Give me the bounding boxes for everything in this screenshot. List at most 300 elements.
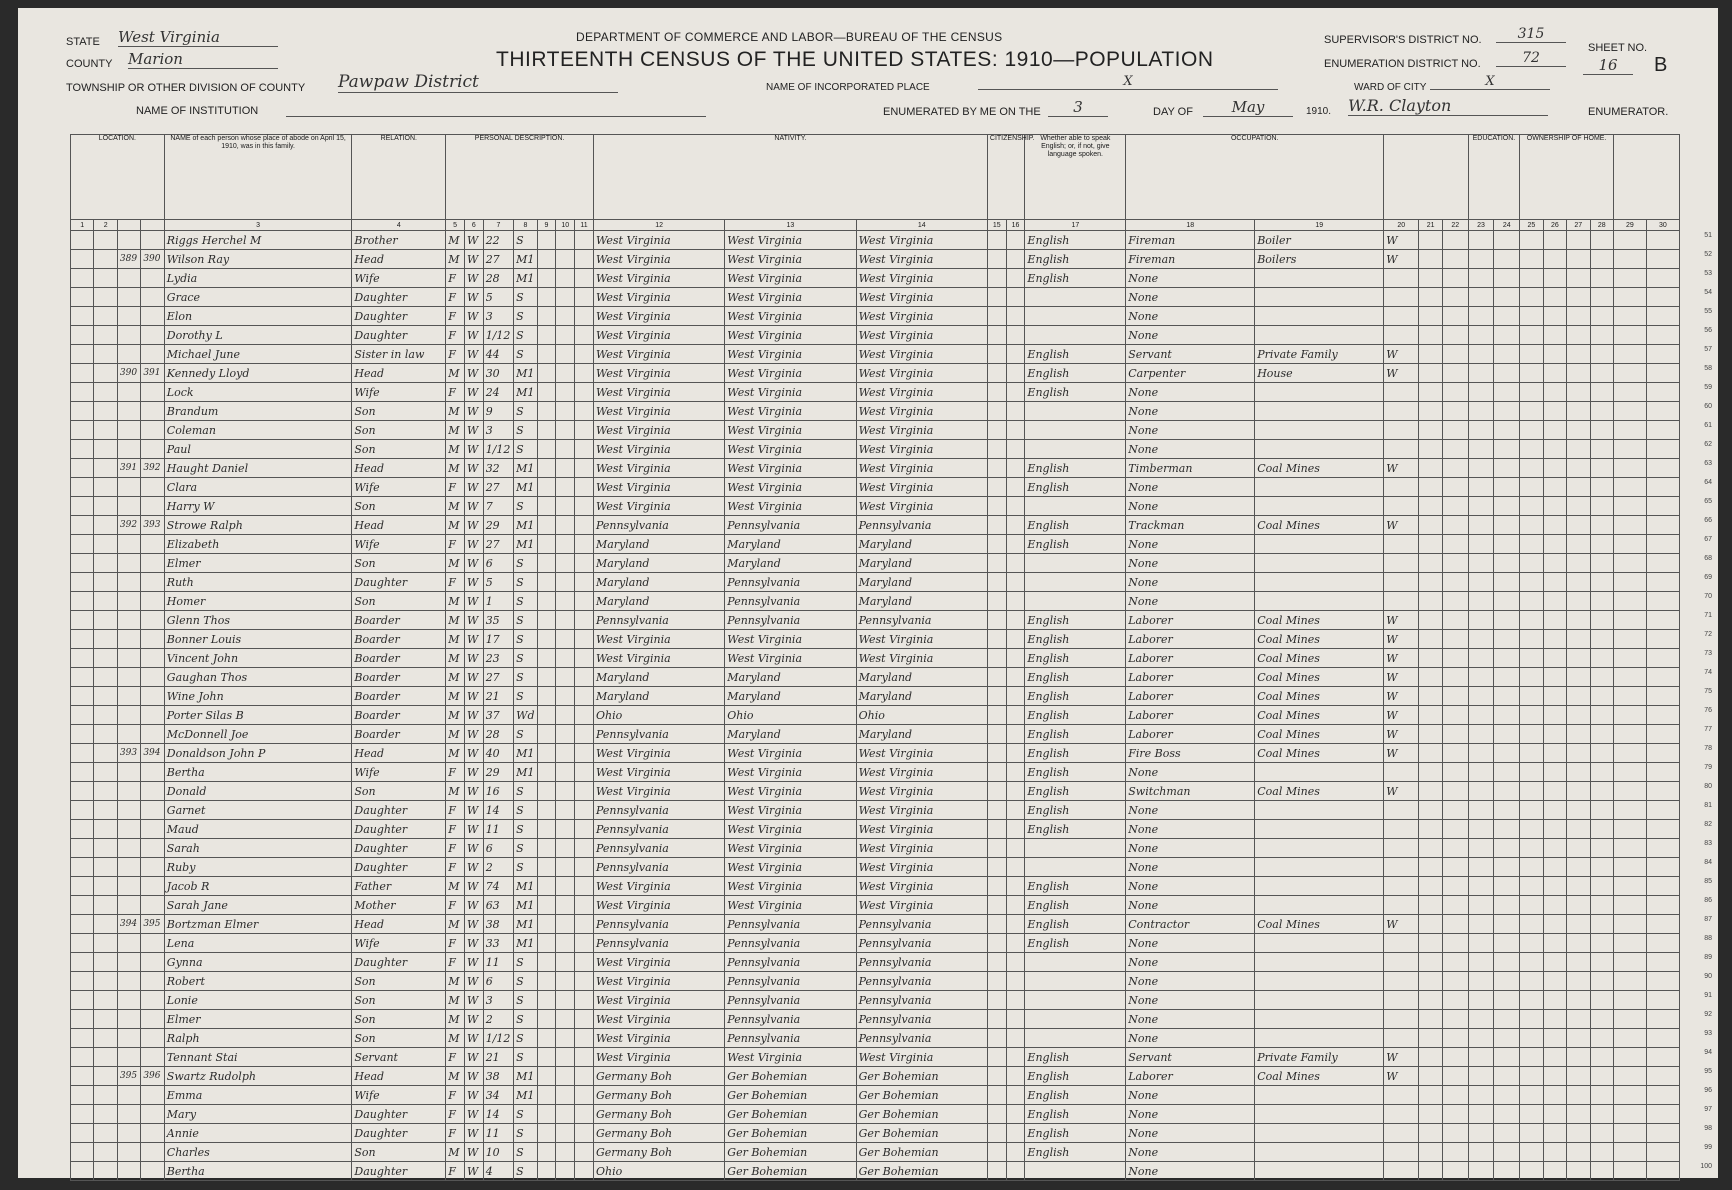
enumeration-label: ENUMERATION DISTRICT NO. — [1324, 58, 1481, 70]
father-birthplace: Pennsylvania — [725, 972, 856, 991]
mother-birthplace: West Virginia — [856, 839, 987, 858]
empty-cell — [1520, 1105, 1543, 1124]
empty-cell — [1442, 744, 1468, 763]
person-name: Dorothy L — [164, 326, 352, 345]
empty-cell — [1494, 991, 1520, 1010]
empty-cell — [1646, 516, 1679, 535]
race: W — [464, 801, 483, 820]
marital-status: S — [514, 592, 537, 611]
family-number — [141, 307, 164, 326]
line-number: 51 — [1704, 232, 1712, 239]
empty-cell — [1006, 991, 1025, 1010]
relation: Daughter — [352, 573, 446, 592]
column-number: 16 — [1006, 220, 1025, 231]
census-row — [71, 934, 1680, 953]
empty-cell — [1419, 858, 1442, 877]
col-ownership: OWNERSHIP OF HOME. — [1520, 135, 1614, 220]
line-number: 63 — [1704, 460, 1712, 467]
line-cell — [71, 915, 94, 934]
line-cell — [71, 421, 94, 440]
state-value: West Virginia — [118, 28, 278, 47]
empty-cell — [1590, 611, 1614, 630]
empty-cell — [1567, 1143, 1590, 1162]
empty-cell — [1468, 516, 1494, 535]
marital-status: S — [514, 972, 537, 991]
empty-cell — [537, 877, 556, 896]
empty-cell — [1468, 383, 1494, 402]
census-row — [71, 497, 1680, 516]
race: W — [464, 478, 483, 497]
person-name: Bortzman Elmer — [164, 915, 352, 934]
empty-cell — [1442, 1067, 1468, 1086]
employer-status: W — [1384, 706, 1419, 725]
empty-cell — [556, 1029, 575, 1048]
empty-cell — [575, 250, 594, 269]
empty-cell — [1614, 440, 1647, 459]
line-cell — [71, 858, 94, 877]
age: 1/12 — [483, 326, 513, 345]
empty-cell — [1567, 1162, 1590, 1181]
empty-cell — [1468, 877, 1494, 896]
house-cell — [94, 1124, 117, 1143]
age: 27 — [483, 250, 513, 269]
line-number: 75 — [1704, 688, 1712, 695]
line-cell — [71, 668, 94, 687]
employer-status: W — [1384, 459, 1419, 478]
house-cell — [94, 687, 117, 706]
empty-cell — [1590, 516, 1614, 535]
dwelling-number — [117, 649, 140, 668]
empty-cell — [1646, 839, 1679, 858]
census-row — [71, 1105, 1680, 1124]
empty-cell — [1567, 611, 1590, 630]
birthplace: West Virginia — [593, 744, 724, 763]
industry — [1255, 326, 1384, 345]
industry — [1255, 402, 1384, 421]
empty-cell — [556, 839, 575, 858]
birthplace: West Virginia — [593, 250, 724, 269]
empty-cell — [556, 402, 575, 421]
sex: F — [446, 763, 465, 782]
birthplace: West Virginia — [593, 782, 724, 801]
father-birthplace: West Virginia — [725, 630, 856, 649]
dwelling-number — [117, 630, 140, 649]
empty-cell — [1567, 877, 1590, 896]
empty-cell — [1442, 991, 1468, 1010]
township-value: Pawpaw District — [338, 72, 618, 93]
empty-cell — [987, 554, 1006, 573]
language: English — [1025, 649, 1126, 668]
marital-status: M1 — [514, 763, 537, 782]
industry — [1255, 801, 1384, 820]
person-name: Sarah Jane — [164, 896, 352, 915]
empty-cell — [1567, 687, 1590, 706]
empty-cell — [987, 497, 1006, 516]
empty-cell — [1567, 535, 1590, 554]
birthplace: Germany Boh — [593, 1086, 724, 1105]
sex: F — [446, 345, 465, 364]
empty-cell — [537, 459, 556, 478]
empty-cell — [575, 896, 594, 915]
empty-cell — [1419, 383, 1442, 402]
relation: Daughter — [352, 307, 446, 326]
employer-status — [1384, 554, 1419, 573]
family-number — [141, 231, 164, 250]
empty-cell — [1590, 706, 1614, 725]
birthplace: West Virginia — [593, 630, 724, 649]
trade: None — [1126, 554, 1255, 573]
empty-cell — [1494, 478, 1520, 497]
relation: Son — [352, 1029, 446, 1048]
census-row — [71, 1010, 1680, 1029]
mother-birthplace: Ger Bohemian — [856, 1086, 987, 1105]
person-name: Swartz Rudolph — [164, 1067, 352, 1086]
empty-cell — [1614, 953, 1647, 972]
employer-status: W — [1384, 744, 1419, 763]
line-number: 52 — [1704, 251, 1712, 258]
line-cell — [71, 896, 94, 915]
empty-cell — [1614, 402, 1647, 421]
census-row — [71, 801, 1680, 820]
department-line: DEPARTMENT OF COMMERCE AND LABOR—BUREAU OF THE CENSUS — [576, 30, 1003, 44]
empty-cell — [1590, 1086, 1614, 1105]
race: W — [464, 1162, 483, 1181]
mother-birthplace: West Virginia — [856, 440, 987, 459]
marital-status: M1 — [514, 744, 537, 763]
mother-birthplace: Pennsylvania — [856, 953, 987, 972]
industry — [1255, 858, 1384, 877]
empty-cell — [556, 326, 575, 345]
empty-cell — [1442, 478, 1468, 497]
mother-birthplace: Pennsylvania — [856, 516, 987, 535]
age: 10 — [483, 1143, 513, 1162]
person-name: Garnet — [164, 801, 352, 820]
census-row — [71, 1162, 1680, 1181]
empty-cell — [1543, 991, 1566, 1010]
empty-cell — [1006, 1029, 1025, 1048]
empty-cell — [575, 459, 594, 478]
institution-line — [286, 116, 706, 117]
empty-cell — [556, 516, 575, 535]
trade: None — [1126, 820, 1255, 839]
empty-cell — [1006, 269, 1025, 288]
empty-cell — [1494, 1162, 1520, 1181]
industry — [1255, 269, 1384, 288]
empty-cell — [1567, 345, 1590, 364]
birthplace: Pennsylvania — [593, 801, 724, 820]
sex: M — [446, 687, 465, 706]
line-number: 96 — [1704, 1087, 1712, 1094]
empty-cell — [1543, 896, 1566, 915]
birthplace: West Virginia — [593, 649, 724, 668]
empty-cell — [1494, 497, 1520, 516]
census-row — [71, 402, 1680, 421]
incorporated-value: X — [978, 74, 1278, 90]
birthplace: West Virginia — [593, 896, 724, 915]
birthplace: West Virginia — [593, 953, 724, 972]
empty-cell — [1494, 288, 1520, 307]
language: English — [1025, 934, 1126, 953]
empty-cell — [1646, 725, 1679, 744]
line-number: 87 — [1704, 916, 1712, 923]
column-number: 24 — [1494, 220, 1520, 231]
empty-cell — [1543, 1105, 1566, 1124]
empty-cell — [1590, 1067, 1614, 1086]
empty-cell — [1520, 706, 1543, 725]
sex: F — [446, 326, 465, 345]
empty-cell — [537, 630, 556, 649]
empty-cell — [575, 497, 594, 516]
father-birthplace: West Virginia — [725, 250, 856, 269]
mother-birthplace: West Virginia — [856, 250, 987, 269]
trade: None — [1126, 573, 1255, 592]
census-row — [71, 782, 1680, 801]
mother-birthplace: West Virginia — [856, 649, 987, 668]
empty-cell — [1520, 592, 1543, 611]
dwelling-number — [117, 535, 140, 554]
empty-cell — [1468, 953, 1494, 972]
language: English — [1025, 630, 1126, 649]
column-number: 21 — [1419, 220, 1442, 231]
relation: Mother — [352, 896, 446, 915]
house-cell — [94, 649, 117, 668]
line-cell — [71, 402, 94, 421]
empty-cell — [1614, 877, 1647, 896]
empty-cell — [575, 953, 594, 972]
employer-status — [1384, 1162, 1419, 1181]
empty-cell — [1567, 440, 1590, 459]
family-number: 392 — [141, 459, 164, 478]
birthplace: West Virginia — [593, 269, 724, 288]
empty-cell — [1494, 782, 1520, 801]
employer-status — [1384, 820, 1419, 839]
empty-cell — [987, 307, 1006, 326]
employer-status — [1384, 1143, 1419, 1162]
family-number — [141, 1105, 164, 1124]
age: 40 — [483, 744, 513, 763]
empty-cell — [987, 1086, 1006, 1105]
industry — [1255, 953, 1384, 972]
empty-cell — [1494, 877, 1520, 896]
empty-cell — [987, 744, 1006, 763]
empty-cell — [1494, 706, 1520, 725]
empty-cell — [987, 991, 1006, 1010]
empty-cell — [1520, 668, 1543, 687]
house-cell — [94, 782, 117, 801]
industry: Coal Mines — [1255, 782, 1384, 801]
empty-cell — [575, 345, 594, 364]
empty-cell — [1520, 1124, 1543, 1143]
census-row — [71, 516, 1680, 535]
age: 5 — [483, 288, 513, 307]
mother-birthplace: Maryland — [856, 573, 987, 592]
mother-birthplace: Pennsylvania — [856, 915, 987, 934]
empty-cell — [1494, 250, 1520, 269]
empty-cell — [1419, 440, 1442, 459]
sheet-value: 16 — [1583, 56, 1633, 75]
house-cell — [94, 1010, 117, 1029]
sheet-letter: B — [1654, 54, 1668, 76]
empty-cell — [1614, 478, 1647, 497]
family-number: 394 — [141, 744, 164, 763]
sex: M — [446, 630, 465, 649]
empty-cell — [575, 725, 594, 744]
empty-cell — [537, 915, 556, 934]
marital-status: S — [514, 991, 537, 1010]
trade: Carpenter — [1126, 364, 1255, 383]
birthplace: West Virginia — [593, 288, 724, 307]
empty-cell — [1590, 896, 1614, 915]
empty-cell — [1494, 231, 1520, 250]
line-cell — [71, 972, 94, 991]
industry: Boilers — [1255, 250, 1384, 269]
sex: M — [446, 364, 465, 383]
relation: Daughter — [352, 858, 446, 877]
empty-cell — [1419, 1124, 1442, 1143]
empty-cell — [1614, 592, 1647, 611]
marital-status: M1 — [514, 1067, 537, 1086]
empty-cell — [1442, 915, 1468, 934]
trade: Switchman — [1126, 782, 1255, 801]
empty-cell — [575, 478, 594, 497]
person-name: Charles — [164, 1143, 352, 1162]
language: English — [1025, 459, 1126, 478]
empty-cell — [1646, 1029, 1679, 1048]
column-number: 6 — [464, 220, 483, 231]
census-row — [71, 611, 1680, 630]
empty-cell — [1494, 763, 1520, 782]
empty-cell — [1646, 250, 1679, 269]
empty-cell — [556, 421, 575, 440]
father-birthplace: West Virginia — [725, 801, 856, 820]
family-number — [141, 1029, 164, 1048]
trade: None — [1126, 307, 1255, 326]
empty-cell — [1006, 858, 1025, 877]
father-birthplace: West Virginia — [725, 364, 856, 383]
language: English — [1025, 687, 1126, 706]
column-number: 7 — [483, 220, 513, 231]
sex: F — [446, 478, 465, 497]
empty-cell — [1543, 516, 1566, 535]
race: W — [464, 573, 483, 592]
empty-cell — [1614, 763, 1647, 782]
relation: Daughter — [352, 288, 446, 307]
empty-cell — [1442, 269, 1468, 288]
house-cell — [94, 269, 117, 288]
birthplace: West Virginia — [593, 972, 724, 991]
age: 6 — [483, 972, 513, 991]
census-row — [71, 820, 1680, 839]
family-number — [141, 269, 164, 288]
empty-cell — [1614, 611, 1647, 630]
empty-cell — [1468, 934, 1494, 953]
empty-cell — [1494, 554, 1520, 573]
family-number — [141, 801, 164, 820]
industry — [1255, 896, 1384, 915]
empty-cell — [1543, 953, 1566, 972]
employer-status — [1384, 573, 1419, 592]
language: English — [1025, 1086, 1126, 1105]
industry: Coal Mines — [1255, 706, 1384, 725]
census-sheet — [18, 8, 1718, 1178]
person-name: Wilson Ray — [164, 250, 352, 269]
relation: Son — [352, 1010, 446, 1029]
empty-cell — [1614, 269, 1647, 288]
empty-cell — [1419, 535, 1442, 554]
race: W — [464, 972, 483, 991]
census-row — [71, 972, 1680, 991]
empty-cell — [987, 1067, 1006, 1086]
trade: None — [1126, 1029, 1255, 1048]
empty-cell — [1520, 744, 1543, 763]
empty-cell — [1494, 668, 1520, 687]
column-number: 1 — [71, 220, 94, 231]
empty-cell — [1520, 1086, 1543, 1105]
family-number — [141, 497, 164, 516]
empty-cell — [575, 820, 594, 839]
birthplace: Germany Boh — [593, 1067, 724, 1086]
dwelling-number — [117, 478, 140, 497]
relation: Daughter — [352, 1124, 446, 1143]
empty-cell — [1614, 250, 1647, 269]
dwelling-number — [117, 288, 140, 307]
empty-cell — [1494, 744, 1520, 763]
empty-cell — [556, 1124, 575, 1143]
dwelling-number — [117, 991, 140, 1010]
dwelling-number: 392 — [117, 516, 140, 535]
empty-cell — [1468, 421, 1494, 440]
mother-birthplace: West Virginia — [856, 459, 987, 478]
trade: None — [1126, 288, 1255, 307]
empty-cell — [987, 1029, 1006, 1048]
empty-cell — [556, 706, 575, 725]
empty-cell — [1543, 440, 1566, 459]
empty-cell — [1646, 896, 1679, 915]
census-row — [71, 345, 1680, 364]
employer-status — [1384, 801, 1419, 820]
empty-cell — [1419, 345, 1442, 364]
empty-cell — [1646, 611, 1679, 630]
empty-cell — [1590, 1029, 1614, 1048]
empty-cell — [1567, 269, 1590, 288]
column-number: 2 — [94, 220, 117, 231]
empty-cell — [1468, 991, 1494, 1010]
dwelling-number — [117, 668, 140, 687]
family-number — [141, 649, 164, 668]
empty-cell — [1646, 535, 1679, 554]
empty-cell — [575, 972, 594, 991]
empty-cell — [1494, 801, 1520, 820]
empty-cell — [987, 839, 1006, 858]
empty-cell — [556, 231, 575, 250]
empty-cell — [987, 269, 1006, 288]
race: W — [464, 421, 483, 440]
empty-cell — [1567, 1105, 1590, 1124]
mother-birthplace: Ger Bohemian — [856, 1162, 987, 1181]
empty-cell — [1468, 896, 1494, 915]
line-cell — [71, 649, 94, 668]
empty-cell — [987, 326, 1006, 345]
empty-cell — [1520, 497, 1543, 516]
empty-cell — [987, 478, 1006, 497]
dwelling-number — [117, 782, 140, 801]
trade: None — [1126, 402, 1255, 421]
empty-cell — [1494, 383, 1520, 402]
line-cell — [71, 326, 94, 345]
empty-cell — [1494, 934, 1520, 953]
age: 5 — [483, 573, 513, 592]
house-cell — [94, 801, 117, 820]
